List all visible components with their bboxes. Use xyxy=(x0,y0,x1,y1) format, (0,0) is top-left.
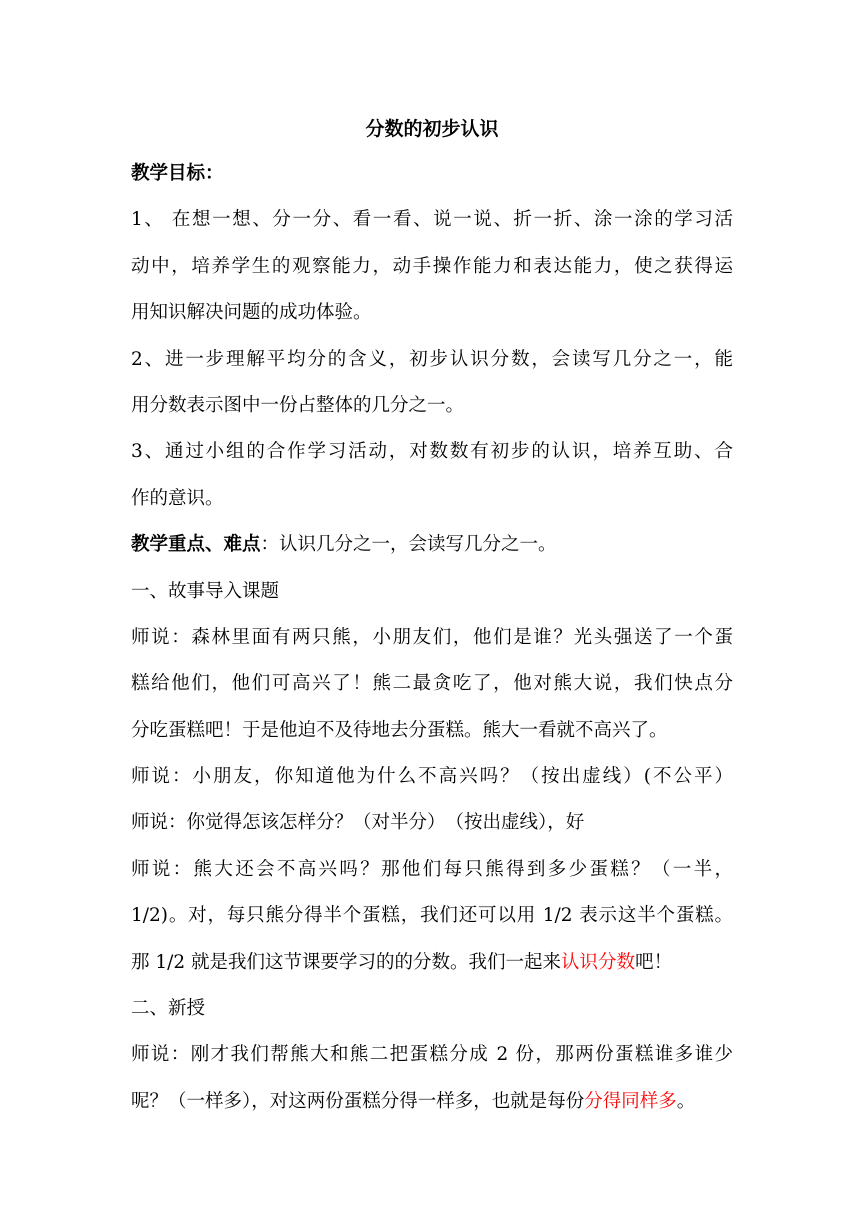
highlight-recognize-fractions: 认识分数 xyxy=(561,951,636,973)
section-2-paragraph-1-line-2 xyxy=(131,1079,733,1125)
objective-3-line-1: 3、通过小组的合作学习活动，对数数有初步的认识，培养互助、合 xyxy=(131,441,733,463)
section-1-paragraph-4-line-3 xyxy=(131,940,733,986)
objective-2-line-2: 用分数表示图中一份占整体的几分之一。 xyxy=(131,394,465,416)
document-page xyxy=(131,107,733,1125)
section-1-paragraph-4-line-2: 1/2)。对，每只熊分得半个蛋糕，我们还可以用 1/2 表示这半个蛋糕。 xyxy=(131,905,733,927)
section-1-paragraph-4-line-3-end: 吧！ xyxy=(635,951,673,973)
objective-1-line-2: 动中，培养学生的观察能力，动手操作能力和表达能力，使之获得运 xyxy=(131,255,733,277)
section-1-paragraph-3: 师说：你觉得怎该怎样分？（对半分） （按出虚线），好 xyxy=(131,812,585,834)
section-1-paragraph-4-line-1: 师说：熊大还会不高兴吗？那他们每只熊得到多少蛋糕？（一半， xyxy=(131,858,733,880)
section-1-paragraph-4-line-3-start: 那 1/2 就是我们这节课要学习的的分数。我们一起来 xyxy=(131,951,562,973)
section-1-paragraph-1-line-3: 分吃蛋糕吧！于是他迫不及待地去分蛋糕。熊大一看就不高兴了。 xyxy=(131,719,668,741)
section-1-paragraph-1-line-2: 糕给他们，他们可高兴了！熊二最贪吃了，他对熊大说，我们快点分 xyxy=(131,673,733,695)
key-points-text: ：认识几分之一，会读写几分之一。 xyxy=(260,534,557,556)
objective-2-line-1: 2、进一步理解平均分的含义，初步认识分数，会读写几分之一，能 xyxy=(131,348,733,370)
highlight-equal-parts: 分得同样多 xyxy=(584,1090,677,1112)
objectives-heading: 教学目标： xyxy=(131,163,224,184)
objective-3-line-2: 作的意识。 xyxy=(131,487,224,509)
section-1-paragraph-1-line-1: 师说：森林里面有两只熊，小朋友们，他们是谁？光头强送了一个蛋 xyxy=(131,626,733,648)
objective-1-line-3: 用知识解决问题的成功体验。 xyxy=(131,302,372,324)
key-points-line xyxy=(131,522,733,568)
key-points-label: 教学重点、难点 xyxy=(131,534,261,556)
section-2-paragraph-1-line-2-start: 呢？（一样多），对这两份蛋糕分得一样多，也就是每份 xyxy=(131,1090,585,1112)
section-2-heading: 二、新授 xyxy=(131,998,206,1020)
section-1-paragraph-2: 师说：小朋友，你知道他为什么不高兴吗？（按出虚线）(不公平） xyxy=(131,766,733,788)
section-1-heading: 一、故事导入课题 xyxy=(131,580,280,602)
section-2-paragraph-1-line-1: 师说：刚才我们帮熊大和熊二把蛋糕分成 2 份，那两份蛋糕谁多谁少 xyxy=(131,1044,733,1066)
document-title: 分数的初步认识 xyxy=(365,118,499,140)
objective-1-line-1: 1、 在想一想、分一分、看一看、说一说、折一折、涂一涂的学习活 xyxy=(131,209,733,231)
section-2-paragraph-1-line-2-end: 。 xyxy=(676,1090,696,1112)
